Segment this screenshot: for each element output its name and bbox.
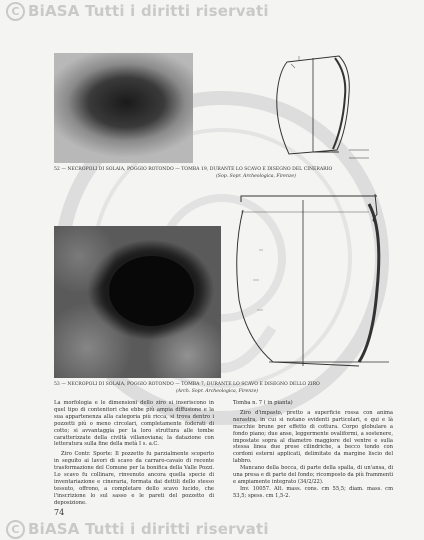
section-heading: Tomba n. 7 ( in pianta) [233,400,293,406]
figure-1-credit: (Sop. Sopr. Archeologica, Firenze) [216,174,296,179]
watermark-bottom [6,520,269,539]
paragraph: Inv. 10057. Alt. mass. cons. cm 55,5; diam. mass. cm 53,5; spess. cm 1,5-2. [233,485,393,499]
paragraph: La morfologia e le dimensioni dello ziro si inseriscono in quel tipo di contenitori che ebbe più ampia diffusione e la sua appartenenza alla categoria più ricca, si trova dentro i pozzetti più o meno circolari, completamente foderati di cotto; si avvantaggia per la loro struttura alle tombe caratterizzate della civiltà villanoviana; la datazione con letteratura sulla fine della metà I s. a.C. [54,400,214,448]
right-text-column [233,400,393,500]
paragraph: Mancano della bocca, di parte della spalla, di un'ansa, di una presa e di parte del fondo; ricomposto da più frammenti e ampiamente integrato (34/2/22). [233,465,393,485]
paragraph: Ziro d'impasto, pretto a superficie rossa con anima nerastra, in cui si notano evidenti particolari, e qui e là macchie brune per effetto di cottura. Corpo globulare a fondo piano; due anse, leggermente ovaliformi, a sostenere, impostate sopra al diametro maggiore del ventre e sulla stessa linea due prese cilindriche, a becco tondo con cordoni esterni applicati, delimitate da margine liscio del labbro. [233,409,393,465]
photo-tomb-7 [54,226,221,378]
copyright-icon: C [6,2,25,21]
drawing-ziro [229,190,393,370]
photo-tomb-19 [54,53,193,163]
drawing-cinerary-urn [269,54,373,174]
figure-1-caption: 52 — NECROPOLI DI SOLAIA, POGGIO ROTONDO — TOMBA 19, DURANTE LO SCAVO E DISEGNO DEL CINERARIO [54,167,333,172]
paragraph: Ziro Contr. Sporte: Il pozzetto fu parzialmente scoperto in seguito ai lavori di scavo da carraro-cavaio di recente trasformazione del Comune per la bonifica della Valle Pozzi. Lo scavo fu collinare, rinvenuto ancora quella specie di inventariazione e cineraria, formata dai dettili dello stesso tessuto, offrono, a completare dello scavo lucido, che l'inscrizione lo sul sasso e le pareti del pozzetto di deposizione. [54,451,214,506]
watermark-text: BiASA Tutti i diritti riservati [28,2,269,20]
figure-2-credit: (Arch. Sopr. Archeologica, Firenze) [176,389,259,394]
figure-2-caption: 53 — NECROPOLI DI SOLAIA, POGGIO ROTONDO — TOMBA 7, DURANTE LO SCAVO E DISEGNO DELLO ZIRO [54,382,320,387]
watermark-text: BiASA Tutti i diritti riservati [28,520,269,538]
left-text-column [54,400,214,507]
page-number: 74 [54,508,65,517]
watermark-top [6,2,269,21]
copyright-icon: C [6,520,25,539]
